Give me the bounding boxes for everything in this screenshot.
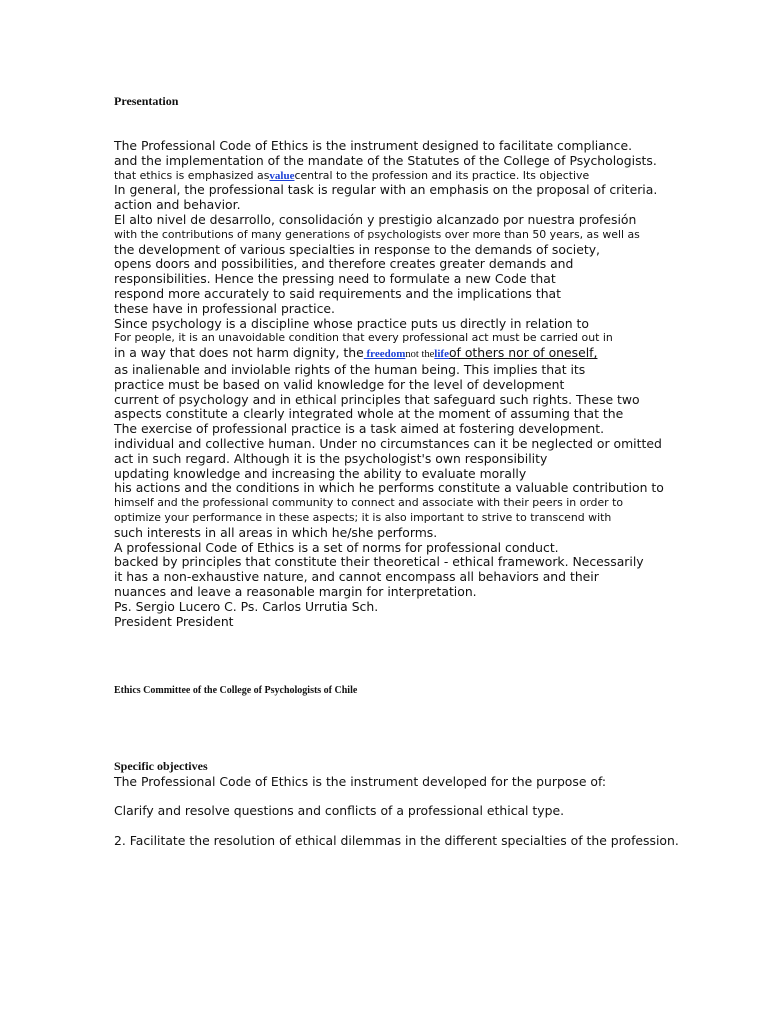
- text-line: [114, 169, 734, 184]
- text-line: In general, the professional task is regular with an emphasis on the proposal of criteria.: [114, 182, 658, 198]
- text-segment: in a way that does not harm dignity, the: [114, 345, 364, 361]
- text-line: backed by principles that constitute their theoretical - ethical framework. Necessarily: [114, 554, 644, 570]
- text-line: current of psychology and in ethical principles that safeguard such rights. These two: [114, 391, 640, 407]
- text-line: updating knowledge and increasing the ability to evaluate morally: [114, 465, 527, 481]
- presentation-body: [114, 139, 734, 629]
- text-line: responsibilities. Hence the pressing need to formulate a new Code that: [114, 271, 556, 287]
- signature-titles: President President: [114, 613, 234, 629]
- text-line: [114, 346, 734, 363]
- text-line: himself and the professional community to connect and associate with their peers in order to: [114, 496, 624, 510]
- text-segment: that ethics is emphasized as: [114, 168, 270, 182]
- objectives-heading: Specific objectives: [114, 759, 208, 773]
- text-line: The exercise of professional practice is a task aimed at fostering development.: [114, 421, 605, 437]
- text-line: the development of various specialties in response to the demands of society,: [114, 241, 600, 257]
- text-line: aspects constitute a clearly integrated whole at the moment of assuming that the: [114, 406, 624, 422]
- text-line: optimize your performance in these aspects; it is also important to strive to transcend with: [114, 510, 612, 524]
- text-line: A professional Code of Ethics is a set of norms for professional conduct.: [114, 539, 559, 555]
- text-line: opens doors and possibilities, and therefore creates greater demands and: [114, 256, 574, 272]
- text-line: El alto nivel de desarrollo, consolidación y prestigio alcanzado por nuestra profesión: [114, 211, 637, 227]
- text-line: action and behavior.: [114, 197, 241, 213]
- text-line: individual and collective human. Under no circumstances can it be neglected or omitted: [114, 435, 662, 451]
- freedom-link[interactable]: freedom: [363, 348, 406, 361]
- life-link[interactable]: life: [434, 348, 449, 361]
- value-link[interactable]: value: [269, 169, 295, 182]
- text-line: with the contributions of many generations of psychologists over more than 50 years, as well as: [114, 227, 640, 241]
- text-line: Since psychology is a discipline whose practice puts us directly in relation to: [114, 315, 589, 331]
- text-line: his actions and the conditions in which he performs constitute a valuable contribution to: [114, 480, 664, 496]
- text-line: practice must be based on valid knowledge for the level of development: [114, 376, 565, 392]
- text-segment: central to the profession and its practice. Its objective: [294, 168, 590, 182]
- text-line: and the implementation of the mandate of the Statutes of the College of Psychologists.: [114, 152, 657, 168]
- objective-item-2: 2. Facilitate the resolution of ethical dilemmas in the different specialties of the profession.: [114, 833, 679, 848]
- objective-item-1: Clarify and resolve questions and conflicts of a professional ethical type.: [114, 803, 565, 818]
- text-line: as inalienable and inviolable rights of the human being. This implies that its: [114, 361, 586, 377]
- text-line: respond more accurately to said requirements and the implications that: [114, 285, 561, 301]
- presentation-heading: Presentation: [114, 94, 179, 108]
- text-line: such interests in all areas in which he/she performs.: [114, 524, 438, 540]
- text-line: nuances and leave a reasonable margin for interpretation.: [114, 583, 477, 599]
- committee-heading: Ethics Committee of the College of Psychologists of Chile: [114, 685, 358, 696]
- objectives-intro: The Professional Code of Ethics is the instrument developed for the purpose of:: [114, 774, 607, 789]
- text-line: these have in professional practice.: [114, 300, 335, 316]
- text-line: act in such regard. Although it is the psychologist's own responsibility: [114, 450, 548, 466]
- signature-names: Ps. Sergio Lucero C. Ps. Carlos Urrutia Sch.: [114, 598, 379, 614]
- text-line: For people, it is an unavoidable condition that every professional act must be carried out in: [114, 331, 613, 345]
- text-line: The Professional Code of Ethics is the instrument designed to facilitate compliance.: [114, 138, 633, 153]
- text-line: it has a non-exhaustive nature, and cannot encompass all behaviors and their: [114, 569, 599, 585]
- text-segment: not the: [405, 349, 435, 361]
- text-segment: of others nor of oneself,: [448, 345, 598, 361]
